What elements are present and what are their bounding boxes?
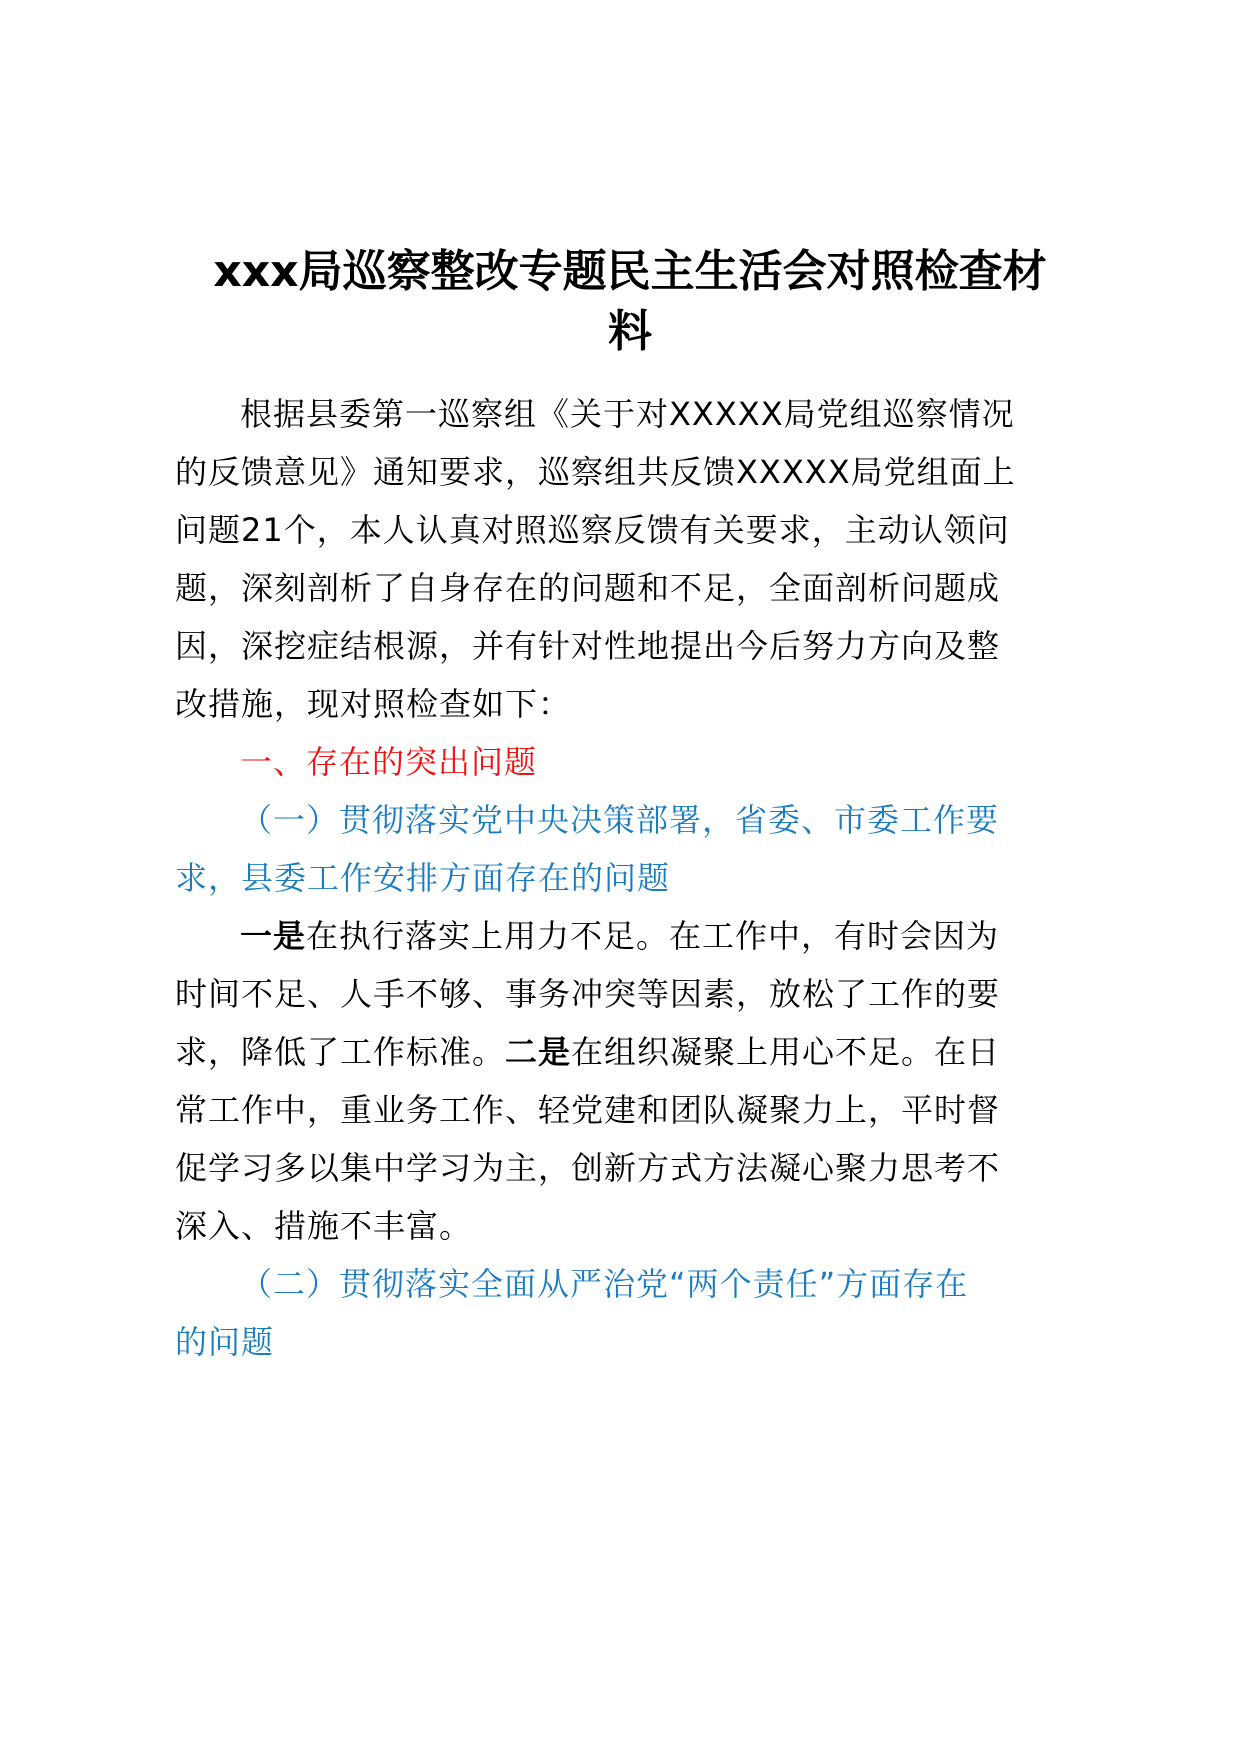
point-two-label: 二是 xyxy=(505,1033,572,1071)
subsection-1-heading-line-2: 求，县委工作安排方面存在的问题 xyxy=(175,859,671,897)
intro-line-1: 根据县委第一巡察组《关于对XXXXX局党组巡察情况 xyxy=(240,395,1015,433)
intro-line-3: 问题21个，本人认真对照巡察反馈有关要求，主动认领问 xyxy=(175,511,1010,549)
para-1-line-2: 时间不足、人手不够、事务冲突等因素，放松了工作的要 xyxy=(175,975,1001,1013)
para-1-line-4: 常工作中，重业务工作、轻党建和团队凝聚力上，平时督 xyxy=(175,1091,1001,1129)
para-1-line-1 xyxy=(240,914,999,958)
intro-line-2: 的反馈意见》通知要求，巡察组共反馈XXXXX局党组面上 xyxy=(175,453,1016,491)
para-1-line-3-pre: 求，降低了工作标准。 xyxy=(175,1033,506,1071)
para-1-line-3 xyxy=(175,1030,1000,1074)
subsection-1-heading-line-1: （一）贯彻落实党中央决策部署，省委、市委工作要 xyxy=(240,801,1000,839)
subsection-2-heading-line-1: （二）贯彻落实全面从严治党“两个责任”方面存在 xyxy=(240,1265,969,1303)
para-1-line-5: 促学习多以集中学习为主，创新方式方法凝心聚力思考不 xyxy=(175,1149,1001,1187)
intro-line-4: 题，深刻剖析了自身存在的问题和不足，全面剖析问题成 xyxy=(175,569,1001,607)
point-one-label: 一是 xyxy=(240,917,307,955)
intro-line-6: 改措施，现对照检查如下： xyxy=(175,685,572,723)
document-title-line-1: xxx局巡察整改专题民主生活会对照检查材 xyxy=(213,246,1047,297)
document-title-line-2: 料 xyxy=(608,306,652,357)
subsection-2-heading-line-2: 的问题 xyxy=(175,1323,275,1361)
intro-line-5: 因，深挖症结根源，并有针对性地提出今后努力方向及整 xyxy=(175,627,1001,665)
section-1-heading: 一、存在的突出问题 xyxy=(240,743,538,781)
para-1-line-6: 深入、措施不丰富。 xyxy=(175,1207,473,1245)
point-one-text: 在执行落实上用力不足。在工作中，有时会因为 xyxy=(306,917,1000,955)
point-two-text: 在组织凝聚上用心不足。在日 xyxy=(571,1033,1001,1071)
